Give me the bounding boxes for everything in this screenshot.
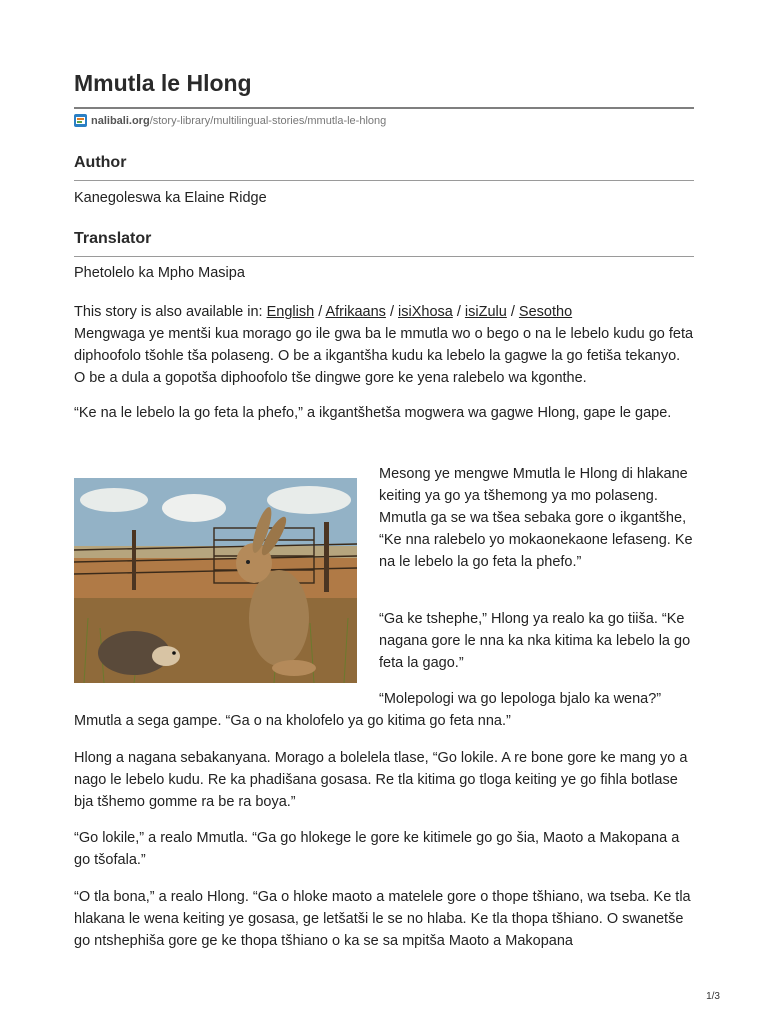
available-prefix: This story is also available in: xyxy=(74,304,263,320)
story-paragraph: “Molepologi wa go lepologa bjalo ka wena?” xyxy=(379,691,662,707)
lang-link-isizulu[interactable]: isiZulu xyxy=(464,304,507,320)
author-divider xyxy=(74,180,694,181)
lang-link-english[interactable]: English xyxy=(266,304,315,320)
translator-divider xyxy=(74,256,694,257)
story-paragraph: “Ke na le lebelo la go feta la phefo,” a ikgantšhetša mogwera wa gagwe Hlong, gape le gape. xyxy=(74,405,672,421)
story-paragraph: “O tla bona,” a realo Hlong. “Ga o hloke maoto a matelele gore o thope tšhiano, wa tseba. Ke tla hlakana le wena keiting ye gosasa, ge letšatši le se no hlaba. Ke tla thopa tšhiano. O swanetše go ntshephiša gore ge ke thopa tšhiano o ka se sa mpitša Maoto a Makopana xyxy=(74,889,691,949)
source-url[interactable] xyxy=(74,114,386,127)
translator-name: Phetolelo ka Mpho Masipa xyxy=(74,265,245,281)
lang-link-afrikaans[interactable]: Afrikaans xyxy=(325,304,386,320)
story-paragraph: Mengwaga ye mentši kua morago go ile gwa ba le mmutla wo o bego o na le lebelo kudu go feta diphoofolo tšohle tša polaseng. O be a ikgantšha kudu ka lebelo la gagwe la go fetiša tekanyo. O be a dula a gopotša diphoofolo tše dingwe gore ke yena ralebelo wa kgonthe. xyxy=(74,326,694,386)
hare-hedgehog-illustration xyxy=(74,478,357,683)
author-name: Kanegoleswa ka Elaine Ridge xyxy=(74,190,267,206)
story-paragraph: “Ga ke tshephe,” Hlong ya realo ka go tiiša. “Ke nagana gore le nna ka nka kitima ka lebelo la go feta la gago.” xyxy=(379,611,691,671)
title-divider xyxy=(74,107,694,109)
lang-separator: / xyxy=(318,304,323,320)
available-languages xyxy=(74,301,572,323)
lang-link-sesotho[interactable]: Sesotho xyxy=(518,304,573,320)
author-heading: Author xyxy=(74,154,127,171)
source-domain: nalibali.org xyxy=(91,114,150,127)
translator-heading: Translator xyxy=(74,230,152,247)
lang-separator: / xyxy=(510,304,515,320)
site-favicon-icon xyxy=(74,114,87,127)
page-title: Mmutla le Hlong xyxy=(74,70,252,96)
story-illustration xyxy=(74,478,357,683)
lang-link-isixhosa[interactable]: isiXhosa xyxy=(398,304,453,320)
story-paragraph: “Go lokile,” a realo Mmutla. “Ga go hlokege le gore ke kitimele go go šia, Maoto a Makopana a go tšofala.” xyxy=(74,830,680,868)
story-paragraph: Hlong a nagana sebakanyana. Morago a bolelela tlase, “Go lokile. A re bone gore ke mang yo a nago le lebelo kudu. Re ka phadišana gosasa. Re tla kitima go tloga keiting ye go fihla botlase bja tšhemo gomme ra be ra boya.” xyxy=(74,750,688,810)
page-number: 1/3 xyxy=(706,991,720,1002)
lang-separator: / xyxy=(456,304,461,320)
story-paragraph: Mesong ye mengwe Mmutla le Hlong di hlakane keiting ya go ya tšhemong ya mo polaseng. Mmutla ga se wa tšea sebaka gore o ikgantšhe, “Ke nna ralebelo yo mokaonekaone lefaseng. Ke na le lebelo la go feta la phefo.” xyxy=(379,466,693,570)
story-paragraph-continued: Mmutla a sega gampe. “Ga o na kholofelo ya go kitima go feta nna.” xyxy=(74,713,511,729)
source-path: /story-library/multilingual-stories/mmutla-le-hlong xyxy=(149,114,387,127)
lang-separator: / xyxy=(389,304,394,320)
